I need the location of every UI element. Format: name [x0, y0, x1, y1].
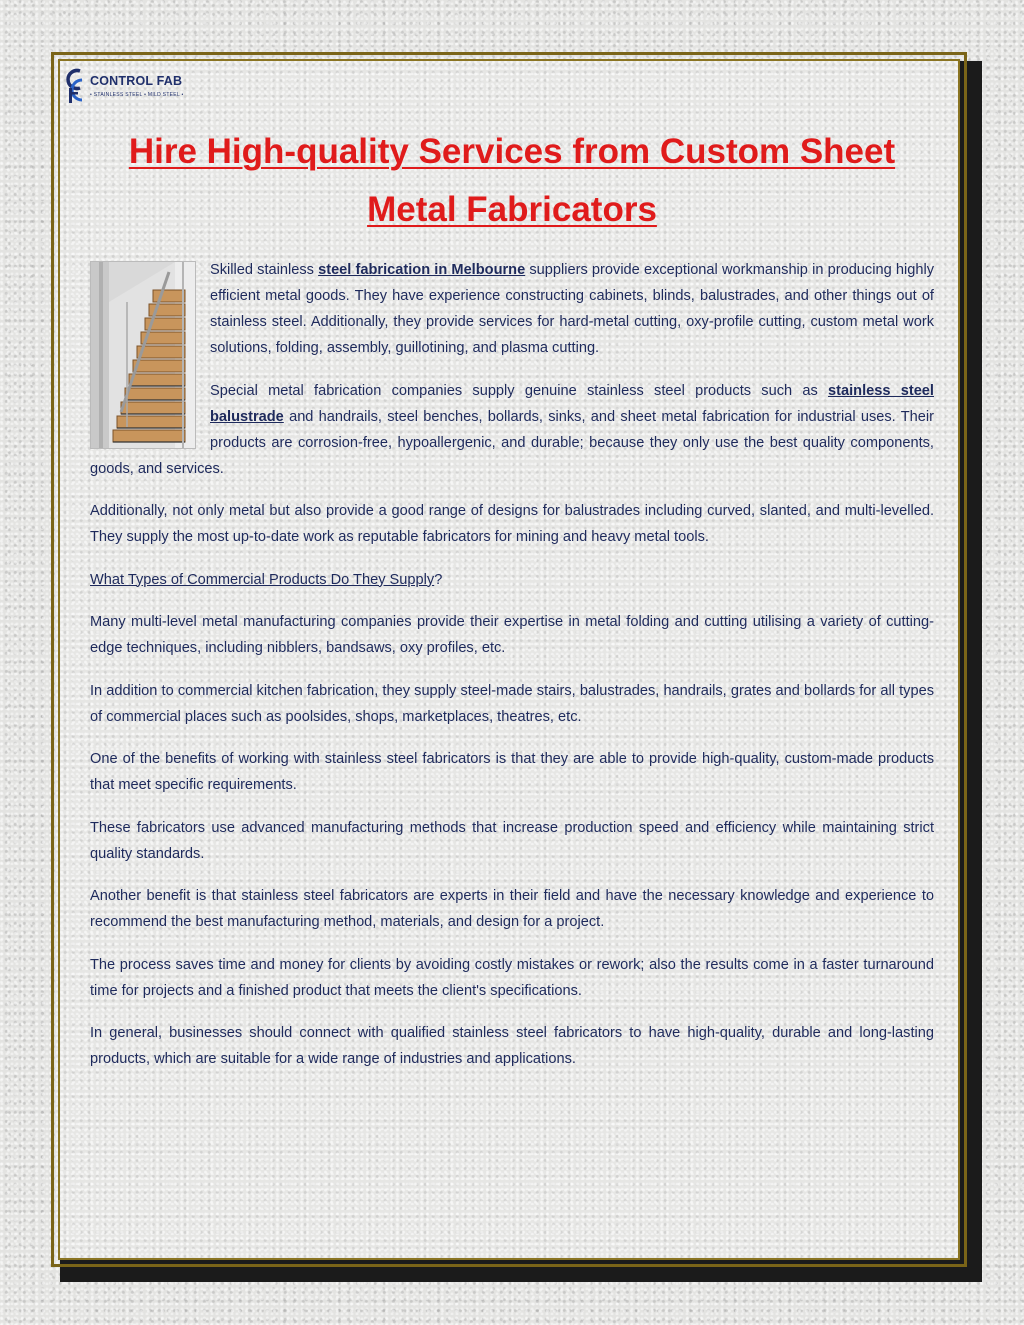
commercial-products-link[interactable]: What Types of Commercial Products Do They Supply	[90, 571, 435, 588]
paragraph-1-text-end: suppliers provide exceptional workmanship in producing highly efficient metal goods. They have experience constructing cabinets, blinds, balustrades, and other things out of stainless steel. Additionally, they provide services for hard-metal cutting, oxy-profile cutting, custom metal work solutions, folding, assembly, guillotining, and plasma cutting.	[210, 262, 934, 356]
paragraph-3: Additionally, not only metal but also provide a good range of designs for balustrades including curved, slanted, and multi-levelled. They supply the most up-to-date work as reputable fabricators for mining and heavy metal tools.	[90, 503, 934, 545]
article-body	[90, 257, 934, 1089]
paragraph-11: In general, businesses should connect with qualified stainless steel fabricators to have high-quality, durable and long-lasting products, which are suitable for a wide range of industries and applications.	[90, 1025, 934, 1067]
paragraph-5: Many multi-level metal manufacturing companies provide their expertise in metal folding and cutting utilising a variety of cutting-edge techniques, including nibblers, bandsaws, oxy profiles, etc.	[90, 614, 934, 656]
paragraph-4	[90, 567, 934, 593]
paragraph-2-text-start: Special metal fabrication companies supply genuine stainless steel products such as	[210, 382, 829, 399]
paragraph-4-question-mark: ?	[434, 571, 443, 588]
paragraph-8: These fabricators use advanced manufacturing methods that increase production speed and efficiency while maintaining strict quality standards.	[90, 819, 934, 862]
paragraph-1	[90, 257, 934, 361]
page-title: Hire High-quality Services from Custom Sheet Metal Fabricators	[128, 132, 896, 229]
logo-tagline: • STAINLESS STEEL • MILD STEEL •	[90, 92, 184, 98]
steel-fabrication-melbourne-link[interactable]: steel fabrication in Melbourne	[318, 262, 526, 278]
paragraph-9: Another benefit is that stainless steel fabricators are experts in their field and have the necessary knowledge and experience to recommend the best manufacturing method, materials, and design for a project.	[90, 888, 934, 930]
stainless-steel-balustrade-link[interactable]: stainless steel balustrade	[210, 382, 934, 425]
paragraph-6: In addition to commercial kitchen fabrication, they supply steel-made stairs, balustrades, handrails, grates and bollards for all types of commercial places such as poolsides, shops, marketplaces, theatres, etc.	[90, 682, 934, 725]
paragraph-2-text-end: and handrails, steel benches, bollards, sinks, and sheet metal fabrication for industrial uses. Their products are corrosion-free, hypoallergenic, and durable; because they only use the best quality components, goods, and services.	[90, 408, 934, 477]
paragraph-1-text-start: Skilled stainless	[210, 262, 319, 278]
paragraph-10: The process saves time and money for clients by avoiding costly mistakes or rework; also the results come in a faster turnaround time for projects and a finished product that meets the client's specifications.	[90, 956, 934, 999]
stainless-steel-staircase-photo	[90, 261, 196, 449]
paragraph-2	[90, 378, 934, 482]
logo-name: CONTROL FAB	[90, 74, 183, 88]
control-fab-logo-icon	[66, 68, 88, 104]
paragraph-7: One of the benefits of working with stainless steel fabricators is that they are able to provide high-quality, custom-made products that meet specific requirements.	[90, 751, 934, 793]
company-logo[interactable]	[66, 66, 184, 106]
